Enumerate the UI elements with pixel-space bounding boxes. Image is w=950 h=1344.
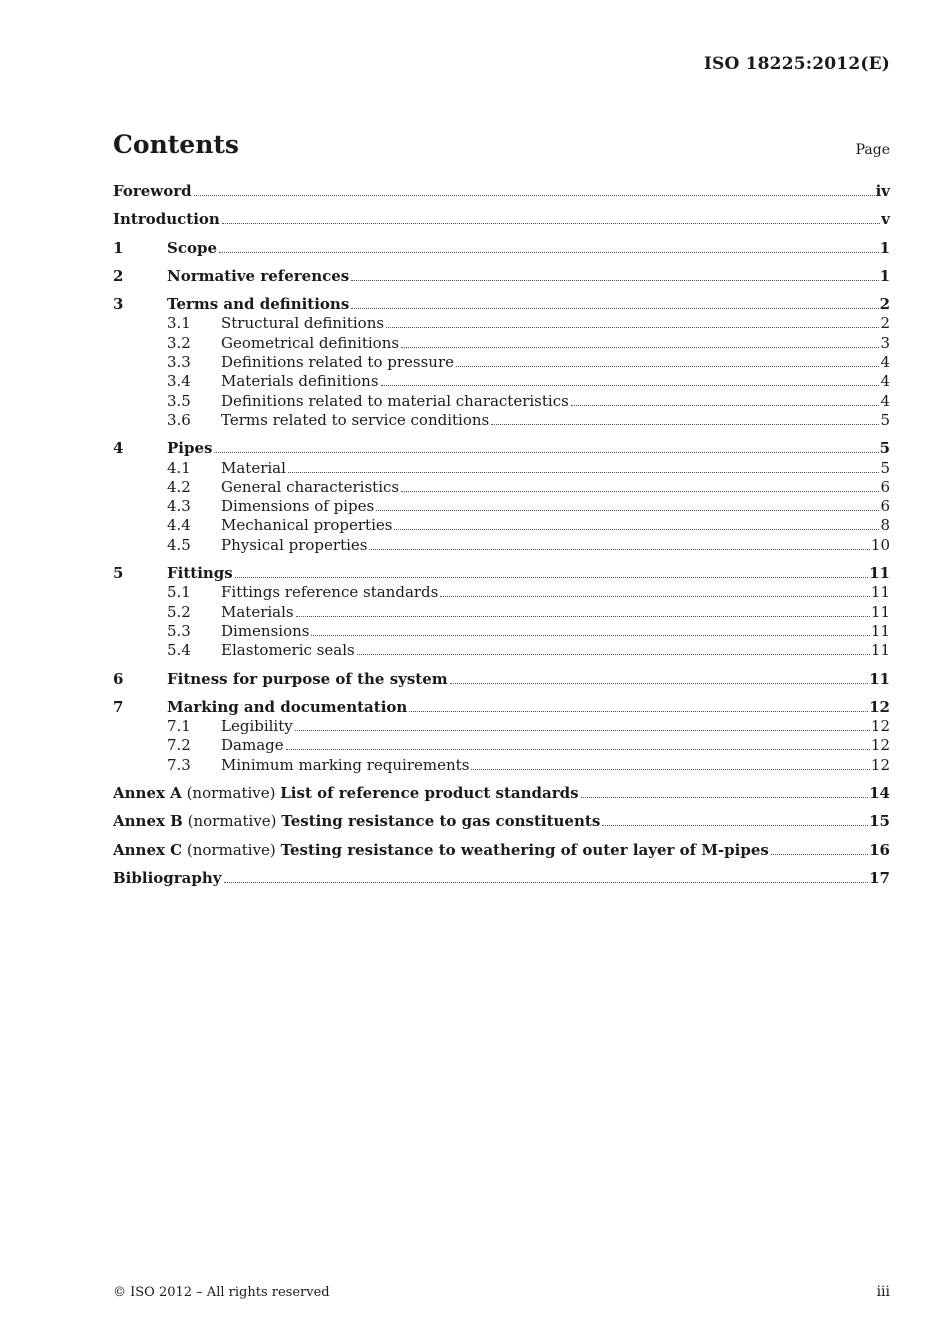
- annex-label: Annex C: [113, 840, 183, 859]
- toc-entry[interactable]: [113, 182, 890, 201]
- footer-copyright: © ISO 2012 – All rights reserved: [113, 1285, 330, 1300]
- toc-subentry[interactable]: [113, 717, 890, 736]
- toc-entry-number: 4.5: [167, 535, 191, 554]
- toc-entry-number: 2: [113, 266, 124, 285]
- toc-entry-title: General characteristics: [221, 477, 400, 496]
- dot-leader: [224, 881, 869, 883]
- dot-leader: [296, 615, 870, 617]
- toc-entry-title: Dimensions: [221, 621, 310, 640]
- toc-entry-page: 6: [880, 477, 890, 496]
- dot-leader: [571, 404, 880, 406]
- dot-leader: [288, 471, 880, 473]
- toc-entry-title: Marking and documentation: [167, 697, 408, 716]
- toc-entry-number: 3: [113, 295, 124, 314]
- toc-entry-number: 7: [113, 697, 124, 716]
- dot-leader: [357, 653, 870, 655]
- dot-leader: [219, 251, 879, 253]
- toc-entry-title: [113, 812, 600, 831]
- toc-entry-number: 7.2: [167, 736, 191, 755]
- toc-entry-title: Definitions related to material characteristics: [221, 391, 569, 410]
- toc-entry-title: Elastomeric seals: [221, 641, 355, 660]
- toc-entry-page: 11: [870, 641, 890, 660]
- toc-subentry[interactable]: [113, 536, 890, 555]
- toc-entry-title: [113, 841, 769, 860]
- toc-entry-page: 11: [869, 564, 890, 583]
- toc-entry[interactable]: [113, 239, 890, 258]
- toc-entry-title: Definitions related to pressure: [221, 353, 454, 372]
- dot-leader: [471, 768, 870, 770]
- dot-leader: [581, 796, 869, 798]
- toc-entry-page: 12: [870, 717, 890, 736]
- toc-entry-page: 2: [880, 314, 890, 333]
- toc-entry[interactable]: [113, 869, 890, 888]
- toc-entry-page: 10: [870, 535, 890, 554]
- toc-entry-number: 3.3: [167, 353, 191, 372]
- dot-leader: [394, 528, 879, 530]
- annex-title: List of reference product standards: [280, 784, 579, 803]
- toc-entry-title: Scope: [167, 238, 218, 257]
- toc-entry-title: Legibility: [221, 717, 293, 736]
- toc-entry-title: Fitness for purpose of the system: [167, 669, 448, 688]
- annex-type: (normative): [181, 784, 281, 803]
- annex-type: (normative): [182, 812, 282, 831]
- toc-entry-title: Bibliography: [113, 868, 222, 887]
- toc-entry-title: Mechanical properties: [221, 516, 393, 535]
- toc-subentry[interactable]: [113, 459, 890, 478]
- toc-subentry[interactable]: [113, 478, 890, 497]
- toc-entry-page: 12: [869, 697, 890, 716]
- dot-leader: [409, 710, 868, 712]
- toc-subentry[interactable]: [113, 353, 890, 372]
- toc-subentry[interactable]: [113, 392, 890, 411]
- toc-entry-title: Physical properties: [221, 535, 368, 554]
- toc-entry-title: Materials: [221, 602, 294, 621]
- document-id: ISO 18225:2012(E): [703, 54, 890, 74]
- toc-entry-page: 4: [880, 372, 890, 391]
- toc-entry[interactable]: [113, 784, 890, 803]
- dot-leader: [351, 279, 878, 281]
- dot-leader: [401, 346, 879, 348]
- toc-entry[interactable]: [113, 841, 890, 860]
- toc-entry-title: Normative references: [167, 266, 350, 285]
- toc-entry-number: 3.2: [167, 333, 191, 352]
- toc-entry[interactable]: [113, 210, 890, 229]
- toc-entry-title: Fittings: [167, 564, 233, 583]
- dot-leader: [311, 634, 869, 636]
- toc-entry[interactable]: [113, 439, 890, 458]
- dot-leader: [771, 853, 868, 855]
- toc-entry-page: 2: [879, 295, 890, 314]
- toc-entry-page: 5: [880, 458, 890, 477]
- toc-entry[interactable]: [113, 812, 890, 831]
- toc-subentry[interactable]: [113, 314, 890, 333]
- toc-subentry[interactable]: [113, 497, 890, 516]
- toc-subentry[interactable]: [113, 641, 890, 660]
- dot-leader: [286, 748, 870, 750]
- toc-entry-title: Terms and definitions: [167, 295, 350, 314]
- toc-entry-number: 5.1: [167, 583, 191, 602]
- toc-entry-number: 5: [113, 564, 124, 583]
- toc-entry-page: 4: [880, 353, 890, 372]
- toc-entry-title: Dimensions of pipes: [221, 497, 375, 516]
- toc-entry-number: 7.3: [167, 755, 191, 774]
- toc-entry[interactable]: [113, 564, 890, 583]
- toc-entry-number: 5.2: [167, 602, 191, 621]
- dot-leader: [295, 729, 870, 731]
- toc-entry-number: 4.3: [167, 497, 191, 516]
- toc-entry-page: 11: [869, 669, 890, 688]
- toc-entry-page: 1: [879, 266, 890, 285]
- toc-entry-title: Material: [221, 458, 286, 477]
- annex-title: Testing resistance to weathering of outer layer of M-pipes: [280, 840, 769, 859]
- toc-entry[interactable]: [113, 295, 890, 314]
- toc-entry-number: 4: [113, 439, 124, 458]
- toc-entry-number: 4.2: [167, 477, 191, 496]
- toc-entry-number: 4.1: [167, 458, 191, 477]
- dot-leader: [376, 509, 879, 511]
- toc-entry-page: 12: [870, 736, 890, 755]
- annex-label: Annex B: [113, 812, 183, 831]
- dot-leader: [235, 576, 868, 578]
- toc-entry-title: Pipes: [167, 439, 213, 458]
- dot-leader: [214, 451, 878, 453]
- toc-entry-page: 6: [880, 497, 890, 516]
- toc-entry-page: v: [881, 210, 890, 229]
- annex-title: Testing resistance to gas constituents: [281, 812, 601, 831]
- toc-entry-page: 12: [870, 755, 890, 774]
- toc-entry-title: Terms related to service conditions: [221, 410, 490, 429]
- dot-leader: [450, 682, 868, 684]
- toc-entry-page: 17: [869, 868, 890, 887]
- toc-entry-page: 4: [880, 391, 890, 410]
- toc-entry-page: 14: [869, 784, 890, 803]
- toc-subentry[interactable]: [113, 516, 890, 535]
- toc-entry-page: iv: [875, 182, 890, 200]
- toc-entry[interactable]: [113, 698, 890, 717]
- toc-entry-number: 5.4: [167, 641, 191, 660]
- dot-leader: [440, 595, 870, 597]
- toc-entry-page: 11: [870, 621, 890, 640]
- toc-entry[interactable]: [113, 267, 890, 286]
- toc-entry-number: 3.5: [167, 391, 191, 410]
- contents-heading: Contents: [113, 130, 240, 159]
- annex-label: Annex A: [113, 784, 182, 803]
- toc-entry-page: 15: [869, 812, 890, 831]
- toc-subentry[interactable]: [113, 736, 890, 755]
- toc-entry-page: 11: [870, 583, 890, 602]
- toc-subentry[interactable]: [113, 603, 890, 622]
- toc-entry-title: Geometrical definitions: [221, 333, 400, 352]
- dot-leader: [401, 490, 879, 492]
- toc-entry[interactable]: [113, 670, 890, 689]
- toc-subentry[interactable]: [113, 334, 890, 353]
- toc-entry-number: 4.4: [167, 516, 191, 535]
- dot-leader: [381, 384, 880, 386]
- toc-entry-number: 1: [113, 238, 124, 257]
- toc-entry-title: [113, 784, 579, 803]
- toc-subentry[interactable]: [113, 372, 890, 391]
- footer-page-number: iii: [876, 1284, 890, 1300]
- toc-entry-page: 8: [880, 516, 890, 535]
- dot-leader: [351, 307, 878, 309]
- toc-entry-number: 7.1: [167, 717, 191, 736]
- toc-entry-title: Foreword: [113, 182, 192, 200]
- toc-subentry[interactable]: [113, 583, 890, 602]
- toc-subentry[interactable]: [113, 411, 890, 430]
- dot-leader: [222, 222, 880, 224]
- toc-entry-page: 5: [880, 410, 890, 429]
- annex-type: (normative): [182, 840, 281, 859]
- toc-entry-page: 1: [879, 238, 890, 257]
- toc-entry-page: 5: [879, 439, 890, 458]
- toc-entry-title: Structural definitions: [221, 314, 385, 333]
- dot-leader: [386, 326, 879, 328]
- toc-entry-page: 11: [870, 602, 890, 621]
- toc-entry-page: 16: [869, 840, 890, 859]
- toc-subentry[interactable]: [113, 756, 890, 775]
- toc-entry-title: Materials definitions: [221, 372, 379, 391]
- toc-entry-number: 3.4: [167, 372, 191, 391]
- toc-entry-number: 3.1: [167, 314, 191, 333]
- table-of-contents: [113, 182, 890, 888]
- dot-leader: [369, 548, 869, 550]
- dot-leader: [491, 423, 879, 425]
- dot-leader: [456, 365, 879, 367]
- page-column-label: Page: [855, 142, 890, 158]
- toc-entry-number: 3.6: [167, 410, 191, 429]
- toc-entry-title: Damage: [221, 736, 284, 755]
- toc-entry-page: 3: [880, 333, 890, 352]
- dot-leader: [602, 824, 868, 826]
- dot-leader: [194, 194, 875, 196]
- toc-entry-number: 5.3: [167, 621, 191, 640]
- toc-entry-title: Minimum marking requirements: [221, 755, 470, 774]
- toc-subentry[interactable]: [113, 622, 890, 641]
- toc-entry-title: Fittings reference standards: [221, 583, 439, 602]
- toc-entry-title: Introduction: [113, 210, 220, 229]
- toc-entry-number: 6: [113, 669, 124, 688]
